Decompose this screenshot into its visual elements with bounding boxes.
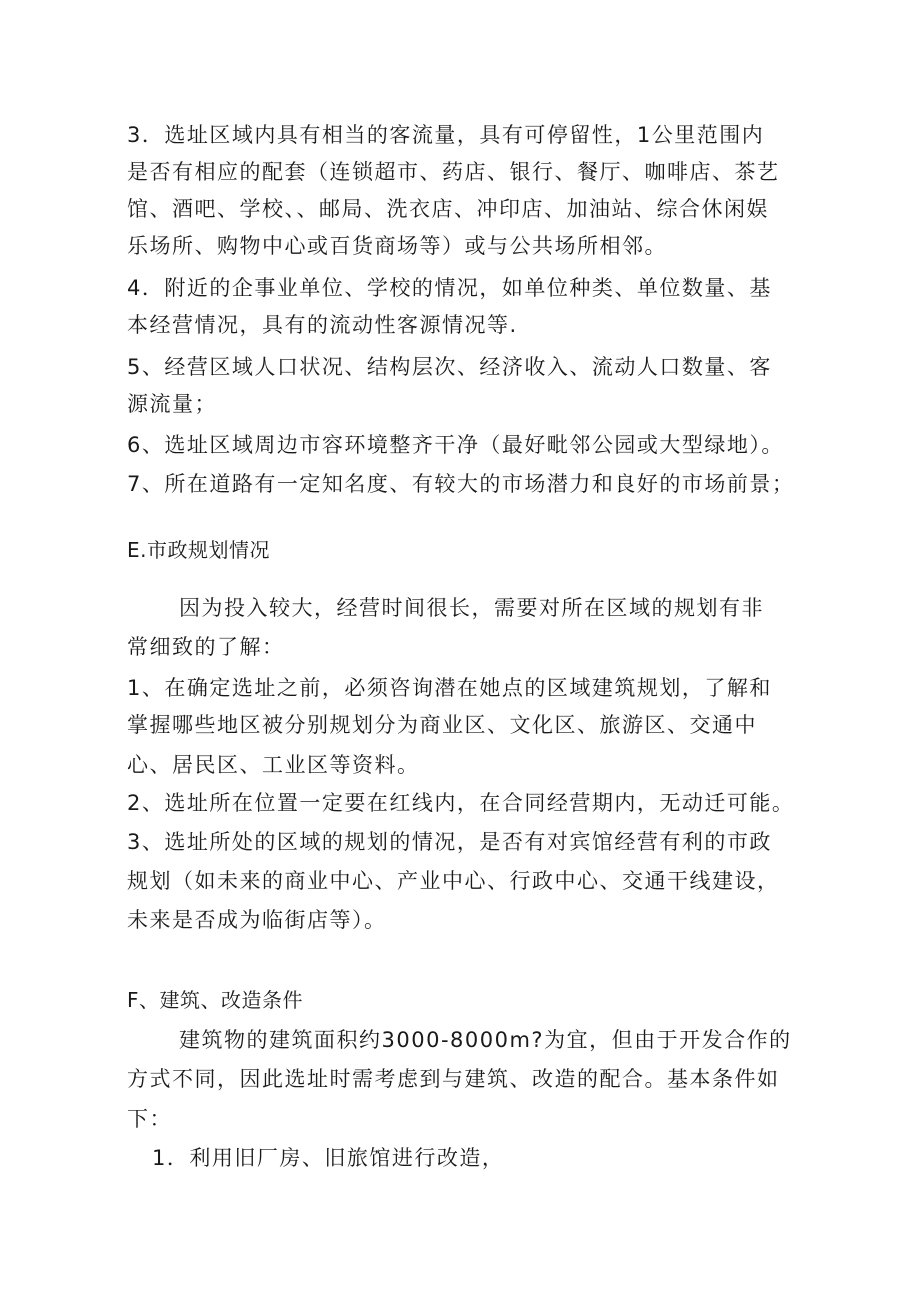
section-heading-f: F、建筑、改造条件 [127, 988, 304, 1012]
text-line: 方式不同，因此选址时需考虑到与建筑、改造的配合。基本条件如 [127, 1067, 780, 1091]
text-line: 因为投入较大，经营时间很长，需要对所在区域的规划有非 [179, 596, 764, 620]
text-line: 是否有相应的配套（连锁超市、药店、银行、餐厅、咖啡店、茶艺 [127, 160, 780, 184]
text-line: 6、选址区域周边市容环境整齐干净（最好毗邻公园或大型绿地）。 [127, 433, 784, 457]
text-line: 建筑物的建筑面积约3000-8000m?为宜，但由于开发合作的 [179, 1028, 792, 1052]
text-line: 5、经营区域人口状况、结构层次、经济收入、流动人口数量、客 [127, 355, 772, 379]
text-line: 3、选址所处的区域的规划的情况，是否有对宾馆经营有利的市政 [127, 830, 772, 854]
text-line: 下： [127, 1107, 172, 1131]
text-line: 源流量； [127, 392, 217, 416]
text-line: 规划（如未来的商业中心、产业中心、行政中心、交通干线建设， [127, 869, 780, 893]
text-line: 本经营情况，具有的流动性客源情况等. [127, 313, 518, 337]
section-heading-e: E.市政规划情况 [127, 538, 270, 562]
text-line: 未来是否成为临街店等）。 [127, 908, 387, 932]
text-line: 1、在确定选址之前，必须咨询潜在她点的区域建筑规划，了解和 [127, 676, 772, 700]
text-line: 馆、酒吧、学校、、邮局、洗衣店、冲印店、加油站、综合休闲娱 [127, 197, 769, 221]
text-line: 7、所在道路有一定知名度、有较大的市场潜力和良好的市场前景； [127, 472, 795, 496]
text-line: 3．选址区域内具有相当的客流量，具有可停留性，1公里范围内 [127, 123, 765, 147]
text-line: 心、居民区、工业区等资料。 [127, 753, 420, 777]
text-line: 乐场所、购物中心或百货商场等）或与公共场所相邻。 [127, 234, 667, 258]
text-line: 常细致的了解： [127, 635, 285, 659]
text-line: 2、选址所在位置一定要在红线内，在合同经营期内，无动迁可能。 [127, 791, 795, 815]
text-line: 1．利用旧厂房、旧旅馆进行改造， [152, 1146, 505, 1170]
text-line: 掌握哪些地区被分别规划分为商业区、文化区、旅游区、交通中 [127, 713, 757, 737]
text-line: 4．附近的企事业单位、学校的情况，如单位种类、单位数量、基 [127, 276, 772, 300]
